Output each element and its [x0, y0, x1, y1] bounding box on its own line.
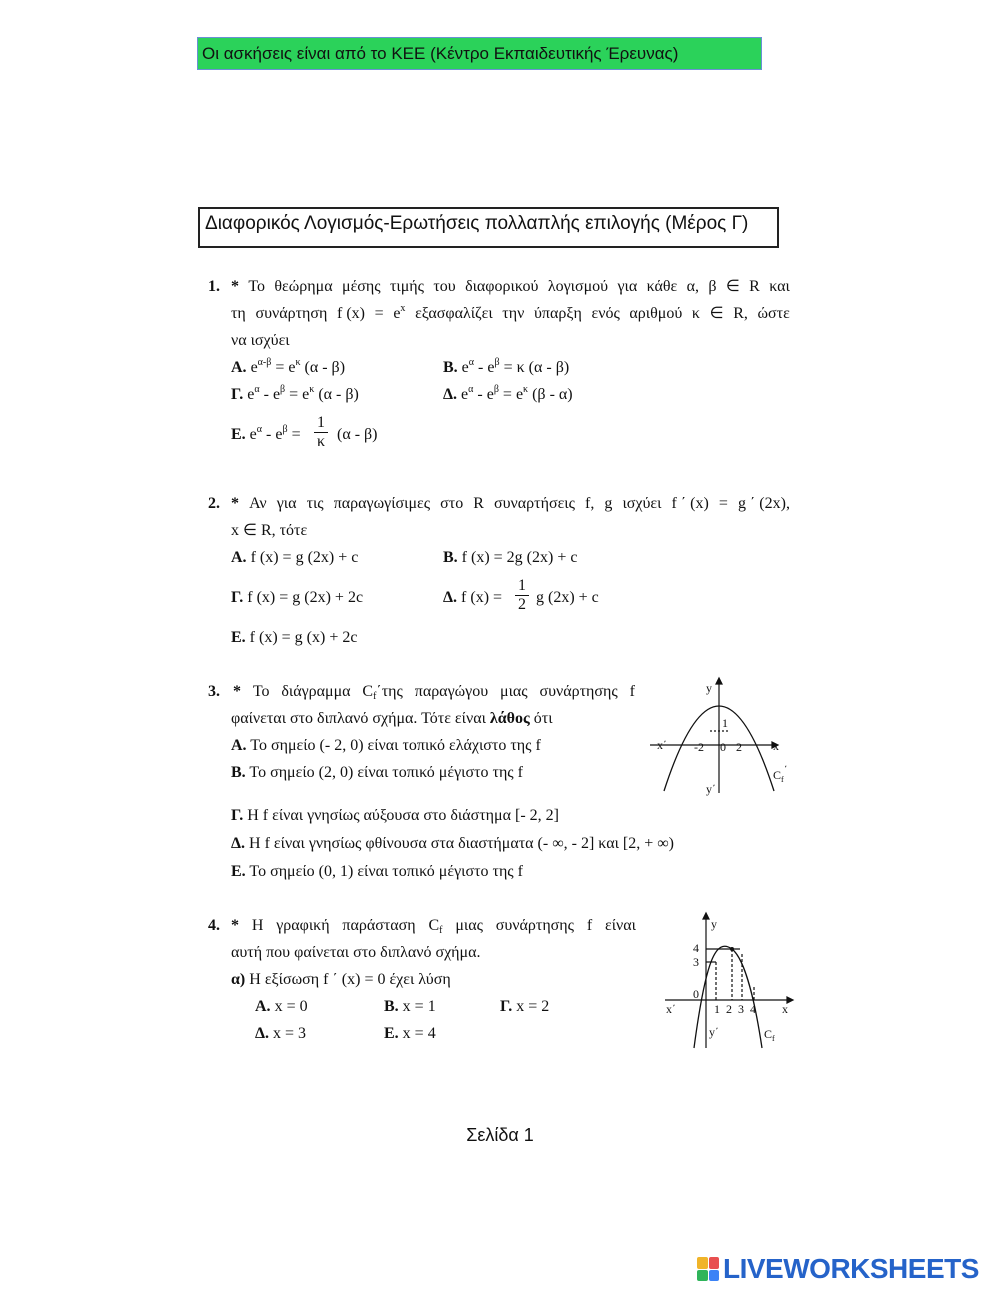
word: R: [749, 278, 760, 295]
option-label: Δ.: [231, 835, 246, 852]
q1-option-g[interactable]: [231, 385, 359, 405]
y-axis-arrow: [703, 913, 709, 919]
option-text: - e: [477, 386, 494, 403]
word: για: [276, 495, 297, 512]
option-label: Α.: [231, 549, 247, 566]
cf-label: $C_f΄$: [773, 763, 788, 784]
option-label: Α.: [231, 737, 247, 754]
logo-text: LIVEWORKSHEETS: [723, 1253, 979, 1284]
emphasis: λάθος: [489, 710, 530, 727]
option-text: (α - β): [318, 386, 359, 403]
option-sup: κ: [523, 384, 529, 395]
word: και: [769, 278, 790, 295]
q4-option-g[interactable]: [500, 997, 549, 1017]
q3-star: *: [233, 683, 241, 700]
word: λογισμού: [547, 278, 609, 295]
tick-x4: 4: [750, 1002, 756, 1016]
tick-3: 3: [693, 955, 699, 969]
option-text: f (x) = 2g (2x) + c: [461, 549, 578, 566]
option-text: = e: [289, 386, 310, 403]
tick-m2: -2: [694, 740, 704, 754]
word: R,: [733, 305, 748, 322]
q4-option-d[interactable]: [255, 1024, 306, 1044]
word: θεώρημα: [274, 278, 333, 295]
option-label: Γ.: [231, 386, 244, 403]
option-label: Β.: [443, 359, 458, 376]
option-text: e: [461, 386, 469, 403]
option-sup: α: [256, 424, 263, 435]
option-label: Γ.: [231, 589, 244, 606]
liveworksheets-logo-icon: [697, 1257, 719, 1281]
word: f ΄ (x): [671, 495, 709, 512]
option-text: Το σημείο (2, 0) είναι τοπικό μέγιστο της f: [249, 764, 523, 781]
word: τη: [231, 305, 246, 322]
y-label: y: [711, 917, 717, 931]
x-label: x: [782, 1002, 788, 1016]
q3-option-b[interactable]: [231, 763, 523, 783]
option-label: Α.: [255, 998, 271, 1015]
x-prime-label: x΄: [657, 738, 667, 752]
option-text: = e: [502, 386, 524, 403]
tick-x1: 1: [714, 1002, 720, 1016]
word: συναρτήσεις: [494, 495, 575, 512]
q3-option-e[interactable]: [231, 862, 523, 882]
q2-d-fraction: [513, 577, 531, 614]
q3-line2: [231, 709, 553, 729]
word: γραφική: [276, 917, 330, 934]
word: R: [473, 495, 484, 512]
word: εξασφαλίζει: [415, 305, 493, 322]
option-text: f (x) = g (x) + 2c: [249, 629, 358, 646]
word: ∈: [709, 305, 724, 322]
word: α,: [686, 278, 699, 295]
option-label: Ε.: [231, 629, 246, 646]
option-text: x = 3: [273, 1025, 307, 1042]
option-text: (α - β): [304, 359, 346, 376]
q4-option-a[interactable]: [255, 997, 308, 1017]
word: συνάρτηση: [255, 305, 328, 322]
q1-star: *: [231, 278, 239, 295]
q2-star: *: [231, 495, 239, 512]
word: g ΄ (2x),: [737, 495, 790, 512]
y-axis-arrow: [716, 678, 722, 684]
word: συνάρτησης: [495, 917, 575, 934]
source-banner: Οι ασκήσεις είναι από το ΚΕΕ (Κέντρο Εκπαιδευτικής Έρευνας): [197, 37, 762, 70]
option-text: - e: [266, 426, 283, 443]
word: f,: [585, 495, 595, 512]
liveworksheets-logo[interactable]: [697, 1253, 979, 1284]
cf-curve: [694, 946, 762, 1048]
text: φαίνεται στο διπλανό σχήμα. Τότε είναι: [231, 710, 486, 727]
q1-option-e[interactable]: [231, 425, 301, 445]
word: =: [374, 305, 384, 322]
tick-2: 2: [736, 740, 742, 754]
word: ώστε: [757, 305, 790, 322]
word: είναι: [604, 917, 636, 934]
q4-line2: αυτή που φαίνεται στο διπλανό σχήμα.: [231, 944, 481, 961]
option-sup: β: [280, 384, 286, 395]
option-text: - e: [478, 359, 495, 376]
word: παράσταση: [342, 917, 416, 934]
word: κ: [691, 305, 700, 322]
q3-option-g[interactable]: [231, 806, 559, 826]
option-text: =: [291, 426, 301, 443]
q4-option-e[interactable]: [384, 1024, 436, 1044]
q3-line1: [233, 682, 635, 702]
q2-line2: x ∈ R, τότε: [231, 522, 308, 539]
option-label: Α.: [231, 359, 247, 376]
option-label: Β.: [231, 764, 246, 781]
option-label: Ε.: [231, 426, 246, 443]
word: f: [586, 917, 593, 934]
fraction-denominator: 2: [518, 596, 526, 613]
y-label: y: [706, 681, 712, 695]
option-label: Δ.: [443, 589, 458, 606]
word: τις: [306, 495, 324, 512]
tick-4: 4: [693, 941, 699, 955]
exp-term: $e^x$: [393, 303, 406, 322]
word: Αν: [249, 495, 267, 512]
word: για: [617, 278, 638, 295]
q4-number: 4.: [208, 917, 220, 934]
option-text: Η f είναι γνησίως φθίνουσα στα διαστήματα (- ∞, - 2] και [2, + ∞): [249, 835, 674, 852]
option-text: - e: [263, 386, 281, 403]
word: διάγραμμα: [281, 683, 351, 700]
word: f: [629, 683, 635, 700]
part-label: α): [231, 971, 246, 988]
y-prime-label: y΄: [709, 1025, 719, 1039]
option-label: Β.: [443, 549, 458, 566]
q1-option-d[interactable]: [443, 385, 573, 405]
tick-x2: 2: [726, 1002, 732, 1016]
q2-option-e[interactable]: [231, 628, 357, 648]
tick-0: 0: [693, 987, 699, 1001]
q2-option-a[interactable]: [231, 548, 358, 568]
tick-1: 1: [722, 716, 728, 730]
word: αριθμού: [629, 305, 683, 322]
q2-d-tail: g (2x) + c: [536, 589, 599, 606]
word: β: [708, 278, 717, 295]
option-sup: β: [282, 424, 288, 435]
option-text: Το σημείο (0, 1) είναι τοπικό μέγιστο της f: [249, 863, 523, 880]
word: συνάρτησης: [539, 683, 618, 700]
q4-function-graph: [660, 908, 800, 1053]
option-text: e: [461, 359, 469, 376]
word: στο: [440, 495, 464, 512]
word: ισχύει: [622, 495, 662, 512]
q2-number: 2.: [208, 495, 220, 512]
option-text: (β - α): [532, 386, 573, 403]
option-sup: β: [493, 384, 499, 395]
q3-option-d[interactable]: [231, 834, 674, 854]
option-sup: α: [468, 384, 474, 395]
option-text: f (x) = g (2x) + c: [250, 549, 359, 566]
q1-option-b[interactable]: [443, 358, 569, 378]
option-text: f (x) = g (2x) + 2c: [247, 589, 364, 606]
q2-line1: [231, 494, 790, 514]
option-sup: κ: [309, 384, 315, 395]
option-label: Δ.: [255, 1025, 270, 1042]
option-sup: α-β: [257, 357, 272, 368]
word: =: [718, 495, 728, 512]
option-label: Δ.: [443, 386, 458, 403]
q4-part-alpha: [231, 970, 451, 990]
q1-line2: [231, 304, 790, 324]
word: παραγώγου: [414, 683, 489, 700]
option-sup: α: [468, 357, 475, 368]
q2-option-g[interactable]: [231, 588, 363, 608]
dashed-guides: [716, 949, 754, 1000]
cf-label: $C_f$: [764, 1027, 775, 1043]
q3-number: 3.: [208, 683, 220, 700]
option-text: f (x) =: [461, 589, 503, 606]
option-text: Η f είναι γνησίως αύξουσα στο διάστημα [- 2, 2]: [247, 807, 559, 824]
word: μιας: [455, 917, 483, 934]
option-sup: κ: [295, 357, 301, 368]
word: ύπαρξη: [533, 305, 582, 322]
option-label: Ε.: [384, 1025, 399, 1042]
word: κάθε: [646, 278, 678, 295]
page-number: Σελίδα 1: [466, 1125, 534, 1145]
option-text: = κ (α - β): [503, 359, 570, 376]
q3-option-a[interactable]: [231, 736, 541, 756]
tick-0: 0: [720, 740, 726, 754]
text: ότι: [533, 710, 553, 727]
q1-option-a[interactable]: [231, 358, 345, 378]
word: g: [604, 495, 613, 512]
word: f (x): [337, 305, 365, 322]
max-point: [730, 947, 734, 951]
option-label: Γ.: [231, 807, 244, 824]
cf-symbol: $C_f$: [428, 917, 443, 936]
fraction-numerator: 1: [317, 414, 325, 431]
q4-star: *: [231, 917, 239, 934]
option-sup: α: [254, 384, 260, 395]
q4-line1: [231, 916, 636, 936]
option-text: e: [247, 386, 255, 403]
fraction-numerator: 1: [518, 577, 526, 594]
tick-x3: 3: [738, 1002, 744, 1016]
part-text: Η εξίσωση f ΄ (x) = 0 έχει λύση: [249, 971, 451, 988]
x-prime-label: x΄: [666, 1002, 676, 1016]
q1-e-tail: (α - β): [337, 426, 378, 443]
x-label: x: [773, 739, 779, 753]
q2-option-b[interactable]: [443, 548, 577, 568]
word: διαφορικού: [465, 278, 539, 295]
word: του: [433, 278, 456, 295]
option-text: e: [250, 359, 258, 376]
fraction-denominator: κ: [316, 433, 326, 450]
word: ∈: [725, 278, 740, 295]
q1-number: 1.: [208, 278, 220, 295]
word: τιμής: [389, 278, 424, 295]
q1-e-fraction: [312, 414, 330, 451]
cf-symbol: $C_f΄\tau\eta\varsigma$: [362, 683, 403, 702]
word: ενός: [591, 305, 620, 322]
option-text: e: [249, 426, 257, 443]
q2-option-d[interactable]: [443, 588, 502, 608]
word: Το: [252, 683, 270, 700]
word: Η: [251, 917, 264, 934]
page-title: Διαφορικός Λογισμός-Ερωτήσεις πολλαπλής επιλογής (Μέρος Γ): [198, 207, 779, 248]
word: μέσης: [341, 278, 381, 295]
q1-line3: να ισχύει: [231, 332, 290, 349]
option-text: Το σημείο (- 2, 0) είναι τοπικό ελάχιστο της f: [250, 737, 541, 754]
option-text: = e: [275, 359, 296, 376]
q1-line1: [231, 277, 790, 297]
option-text: x = 1: [402, 998, 436, 1015]
option-label: Ε.: [231, 863, 246, 880]
option-label: Γ.: [500, 998, 513, 1015]
option-text: x = 4: [402, 1025, 436, 1042]
q4-option-b[interactable]: [384, 997, 436, 1017]
y-prime-label: y΄: [706, 782, 716, 796]
word: την: [502, 305, 525, 322]
word: παραγωγίσιμες: [333, 495, 431, 512]
option-text: x = 2: [516, 998, 550, 1015]
word: Το: [248, 278, 266, 295]
word: μιας: [500, 683, 528, 700]
option-text: x = 0: [274, 998, 308, 1015]
q3-derivative-graph: [650, 675, 800, 800]
option-sup: β: [494, 357, 500, 368]
option-label: Β.: [384, 998, 399, 1015]
